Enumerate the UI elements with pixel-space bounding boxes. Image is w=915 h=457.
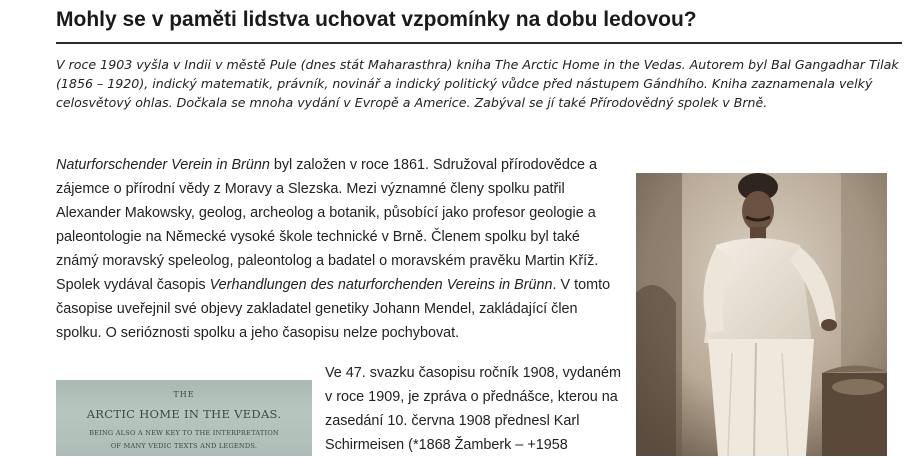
- article-paragraph-2: Ve 47. svazku časopisu ročník 1908, vydaném v roce 1909, je zpráva o přednášce, kterou na zasedání 10. června 1908 přednesl Karl Schirmeisen (*1868 Žamberk – +1958: [325, 365, 621, 453]
- book-cover-subtitle-2: OF MANY VEDIC TEXTS AND LEGENDS.: [110, 442, 258, 450]
- title-divider: [56, 42, 902, 44]
- book-cover-photo: [56, 380, 312, 456]
- book-cover-title: ARCTIC HOME IN THE VEDAS.: [86, 407, 282, 421]
- society-name: Naturforschender Verein in Brünn: [56, 157, 270, 173]
- book-cover-subtitle-1: BEING ALSO A NEW KEY TO THE INTERPRETATION: [89, 429, 279, 437]
- article-paragraph-1: [56, 153, 622, 345]
- article-title: Mohly se v paměti lidstva uchovat vzpomínky na dobu ledovou?: [56, 8, 697, 31]
- journal-name: Verhandlungen des naturforchenden Vereins in Brünn: [209, 277, 553, 293]
- paragraph-1-text-b: . V tomto časopise uveřejnil své objevy zakladatel genetiky Johann Mendel, zakládající člen spolku. O serióznosti spolku a jeho časopisu nelze pochybovat.: [56, 277, 611, 341]
- book-cover-line-the: THE: [173, 390, 195, 399]
- tilak-portrait-photo: [636, 173, 887, 456]
- article-lead: V roce 1903 vyšla v Indii v městě Pule (dnes stát Maharasthra) kniha The Arctic Home in the Vedas. Autorem byl Bal Gangadhar Tilak (1856 – 1920), indický matematik, právník, novinář a indický politický vůdce před nástupem Gándhího. Kniha zaznamenala velký celosvětový ohlas. Dočkala se mnoha vydání v Evropě a Americe. Zabýval se jí také Přírodovědný spolek v Brně.: [56, 57, 899, 110]
- paragraph-1-text-a: byl založen v roce 1861. Sdružoval přírodovědce a zájemce o přírodní vědy z Moravy a Slezska. Mezi významné členy spolku patřil Alexander Makowsky, geolog, archeolog a botanik, působící jako profesor geologie a paleontologie na Německé vysoké škole technické v Brně. Členem spolku byl také známý moravský speleolog, paleontolog a badatel o moravském pravěku Martin Kříž. Spolek vydával časopis: [56, 157, 599, 293]
